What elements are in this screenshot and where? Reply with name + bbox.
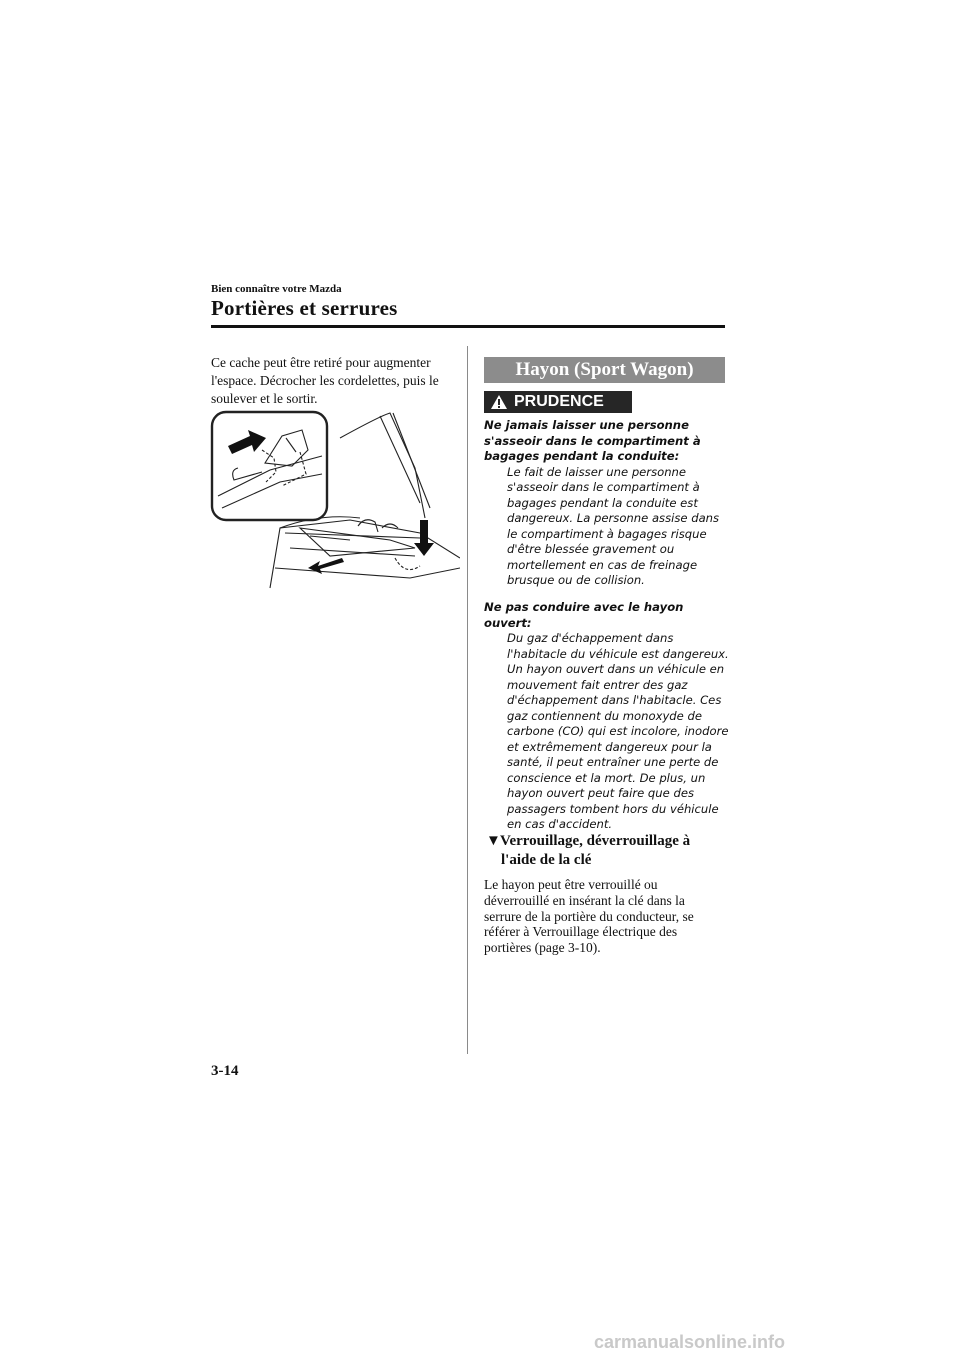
cargo-cover-illustration	[210, 408, 460, 590]
warning-heading: Ne jamais laisser une personne s'asseoir dans le compartiment à bagages pendant la conduite:	[484, 418, 701, 463]
left-paragraph: Ce cache peut être retiré pour augmenter l'espace. Décrocher les cordelettes, puis le soulever et le sortir.	[211, 355, 439, 406]
subheading-line1: Verrouillage, déverrouillage à	[500, 833, 691, 849]
warning-body: Le fait de laisser une personne s'asseoir dans le compartiment à bagages pendant la conduite est dangereux. La personne assise dans le compartiment à bagages risque d'être blessée gravement ou mortellement en cas de freinage brusque ou de collision.	[507, 464, 720, 587]
subheading-line2: l'aide de la clé	[501, 852, 592, 868]
warning-heading: Ne pas conduire avec le hayon ouvert:	[484, 600, 684, 630]
watermark: carmanualsonline.info	[594, 1332, 786, 1352]
subheading	[486, 832, 726, 870]
triangle-bullet-icon: ▼	[486, 833, 501, 849]
section-title-bar: Hayon (Sport Wagon)	[484, 357, 725, 383]
warning-label-text: PRUDENCE	[514, 393, 604, 410]
warning-item	[484, 600, 729, 833]
warning-item	[484, 418, 729, 589]
warning-triangle-icon	[490, 394, 508, 410]
chapter-title: Portières et serrures	[211, 296, 398, 320]
warning-body: Du gaz d'échappement dans l'habitacle du véhicule est dangereux. Un hayon ouvert dans un véhicule en mouvement fait entrer des gaz d'échappement dans l'habitacle. Ces gaz contiennent du monoxyde de carbone (CO) qui est incolore, inodore et extrêmement dangereux pour la santé, il peut entraîner une perte de conscience et la mort. De plus, un hayon ouvert peut faire que des passagers tombent hors du véhicule en cas d'accident.	[507, 631, 729, 831]
section-label: Bien connaître votre Mazda	[211, 283, 342, 295]
column-divider	[467, 346, 468, 1054]
page-number: 3-14	[211, 1063, 239, 1079]
warning-label	[484, 391, 632, 413]
right-paragraph: Le hayon peut être verrouillé ou déverrouillé en insérant la clé dans la serrure de la portière du conducteur, se référer à Verrouillage électrique des portières (page 3-10).	[484, 877, 694, 956]
header-rule	[211, 325, 725, 328]
